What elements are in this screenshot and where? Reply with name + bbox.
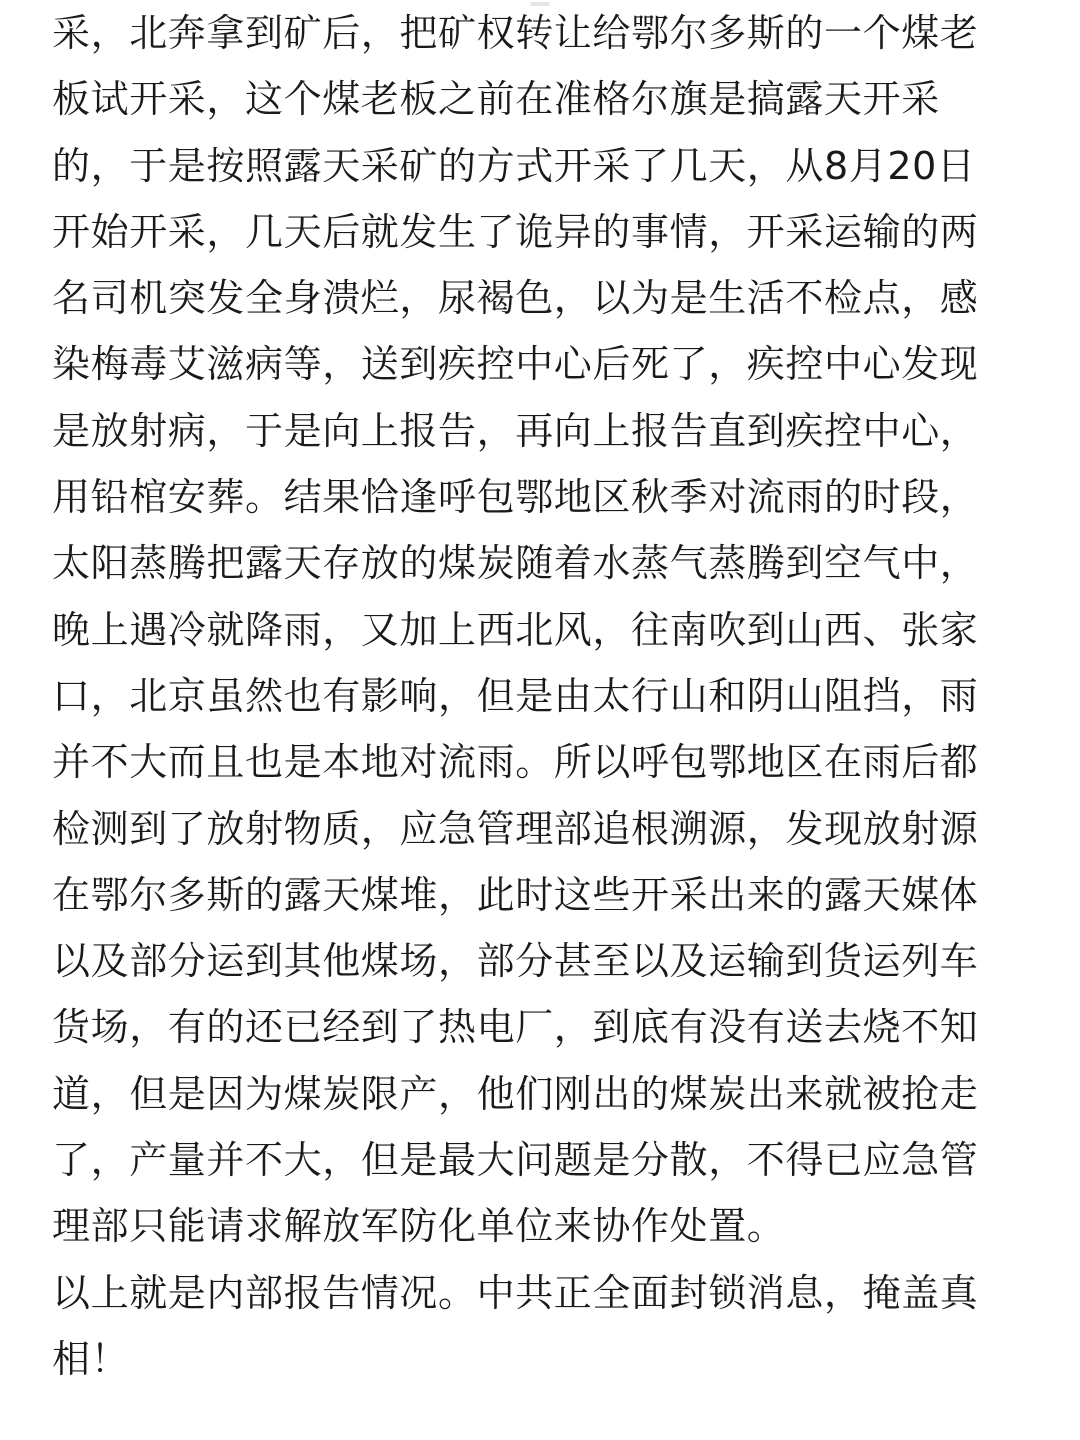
text-line: 开始开采，几天后就发生了诡异的事情，开采运输的两 xyxy=(52,209,979,254)
text-line: 理部只能请求解放军防化单位来协作处置。 xyxy=(52,1204,786,1249)
text-line: 道，但是因为煤炭限产，他们刚出的煤炭出来就被抢走 xyxy=(52,1071,979,1116)
text-line: 晚上遇冷就降雨，又加上西北风，往南吹到山西、张家 xyxy=(52,607,979,652)
text-line: 名司机突发全身溃烂，尿褐色，以为是生活不检点，感 xyxy=(52,276,979,321)
text-line: 检测到了放射物质，应急管理部追根溯源，发现放射源 xyxy=(52,806,979,851)
text-line: 用铅棺安葬。结果恰逢呼包鄂地区秋季对流雨的时段， xyxy=(52,475,979,520)
text-line: 了，产量并不大，但是最大问题是分散，不得已应急管 xyxy=(52,1138,979,1183)
text-line: 染梅毒艾滋病等，送到疾控中心后死了，疾控中心发现 xyxy=(52,342,979,387)
text-line: 在鄂尔多斯的露天煤堆，此时这些开采出来的露天媒体 xyxy=(52,872,979,917)
text-line: 板试开采，这个煤老板之前在准格尔旗是搞露天开采 xyxy=(52,77,940,122)
text-line: 以及部分运到其他煤场，部分甚至以及运输到货运列车 xyxy=(52,939,979,984)
text-line: 采，北奔拿到矿后，把矿权转让给鄂尔多斯的一个煤老 xyxy=(52,11,979,55)
text-line: 货场，有的还已经到了热电厂，到底有没有送去烧不知 xyxy=(52,1005,979,1050)
text-line: 并不大而且也是本地对流雨。所以呼包鄂地区在雨后都 xyxy=(52,740,979,785)
text-line: 是放射病，于是向上报告，再向上报告直到疾控中心， xyxy=(52,408,979,453)
text-line: 太阳蒸腾把露天存放的煤炭随着水蒸气蒸腾到空气中， xyxy=(52,541,979,586)
article-text xyxy=(52,0,1042,1392)
text-line: 的，于是按照露天采矿的方式开采了几天，从8月20日 xyxy=(52,143,976,188)
text-line: 相！ xyxy=(52,1336,130,1381)
text-line: 口，北京虽然也有影响，但是由太行山和阴山阻挡，雨 xyxy=(52,673,979,718)
text-line: 以上就是内部报告情况。中共正全面封锁消息，掩盖真 xyxy=(52,1270,979,1315)
